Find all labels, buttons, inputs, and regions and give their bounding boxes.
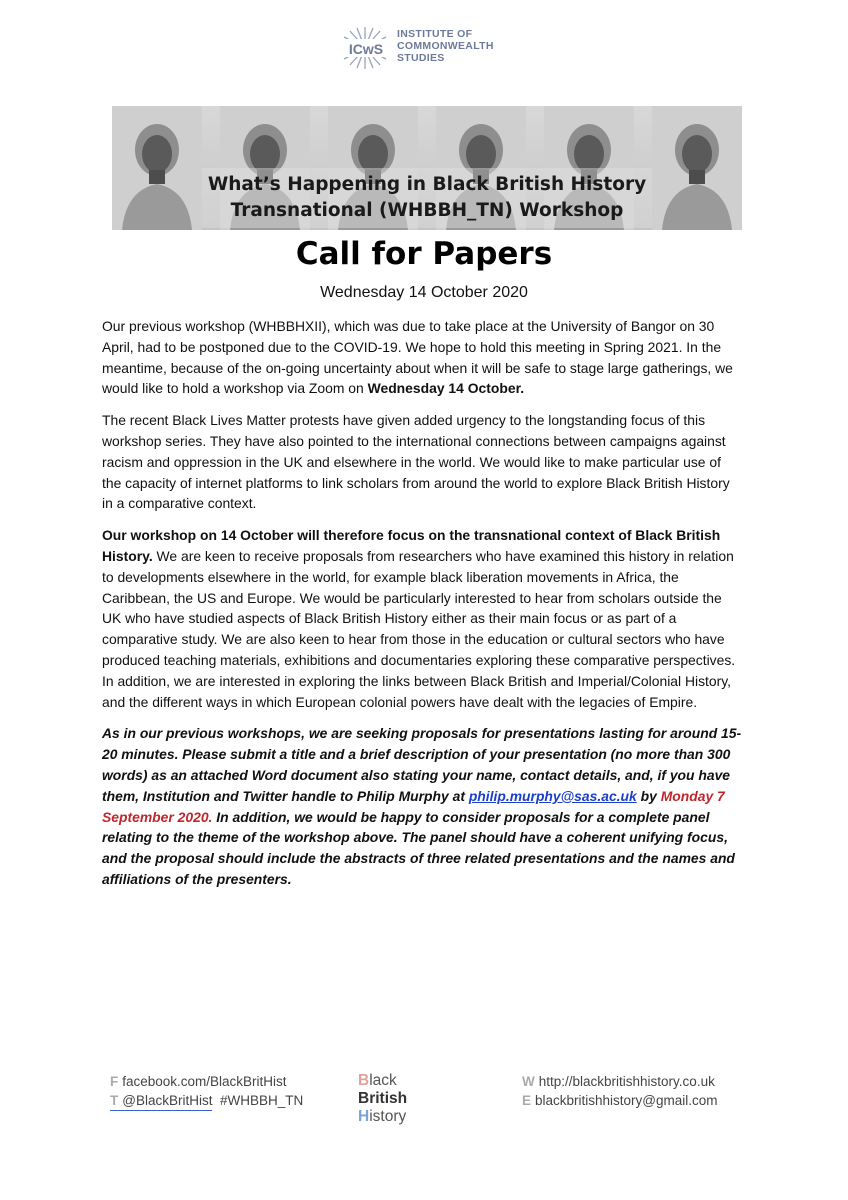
document-body: [102, 316, 742, 901]
logo-line-2: COMMONWEALTH: [397, 40, 494, 52]
logo-line-1: INSTITUTE OF: [397, 28, 473, 40]
paragraph-3: Our workshop on 14 October will therefore focus on the transnational context of Black British History. We are keen to receive proposals from researchers who have examined this history in relation to developments elsewhere in the world, for example black liberation movements in Africa, the Caribbean, the US and Europe. We would be particularly interested to hear from scholars outside the UK who have studied aspects of Black British History either as their main focus or as part of a comparative study. We are also keen to hear from those in the education or cultural sectors who have produced teaching materials, exhibitions and documentaries exploring these comparative perspectives. In addition, we are interested in exploring the links between Black British and Imperial/Colonial History, and the different ways in which European colonial powers have dealt with the legacies of Empire.: [102, 527, 736, 710]
twitter-handle[interactable]: @BlackBritHist: [122, 1093, 213, 1108]
paragraph-1: Our previous workshop (WHBBHXII), which was due to take place at the University of Bangor on 30 April, had to be postponed due to the COVID-19. We hope to hold this meeting in Spring 2021. In the meantime, because of the on-going uncertainty about when it will be safe to stage large gatherings, we would like to hold a workshop via Zoom on Wednesday 14 October.: [102, 318, 733, 397]
workshop-date-bold: Wednesday 14 October.: [367, 380, 525, 397]
paragraph-2: The recent Black Lives Matter protests have given added urgency to the longstanding focus of this workshop series. They have also pointed to the international connections between campaigns against racism and oppression in the UK and elsewhere in the world. We would like to make particular use of the capacity of internet platforms to link scholars from around the world to explore Black British History in a comparative context.: [102, 412, 730, 512]
contact-email-link[interactable]: blackbritishhistory@gmail.com: [535, 1093, 718, 1108]
website-line: [522, 1072, 718, 1091]
workshop-banner: [112, 106, 742, 230]
facebook-link[interactable]: facebook.com/BlackBritHist: [122, 1074, 287, 1089]
focus-statement: Our workshop on 14 October will therefore focus on the transnational context of Black British History.: [102, 527, 721, 564]
logo-abbr: ICwS: [348, 41, 384, 57]
footer-social: [110, 1072, 303, 1111]
black-british-history-logo: Black British History: [358, 1072, 408, 1125]
twitter-line: [110, 1091, 303, 1111]
hashtag: #WHBBH_TN: [219, 1093, 304, 1108]
paragraph-4: As in our previous workshops, we are seeking proposals for presentations lasting for around 15-20 minutes. Please submit a title and a brief description of your presentation (no more than 300 words) as an attached Word document also stating your name, contact details, and, if you have them, Institution and Twitter handle to Philip Murphy at philip.murphy@sas.ac.uk by Monday 7 September 2020. In addition, we would be happy to consider proposals for a complete panel relating to the theme of the workshop above. The panel should have a coherent unifying focus, and the proposal should include the abstracts of three related presentations and the names and affiliations of the presenters.: [102, 725, 742, 887]
email-icon: E: [522, 1093, 532, 1108]
event-date: Wednesday 14 October 2020: [320, 284, 528, 301]
website-link[interactable]: http://blackbritishhistory.co.uk: [538, 1074, 715, 1089]
icws-sunburst-icon: [337, 26, 393, 70]
icws-logo: [337, 24, 517, 72]
web-icon: W: [522, 1074, 535, 1089]
logo-line-3: STUDIES: [397, 52, 445, 64]
submission-deadline: Monday 7 September 2020.: [102, 787, 725, 825]
banner-title-line-1: What’s Happening in Black British History: [207, 174, 647, 195]
banner-title: [112, 172, 742, 224]
twitter-icon: T: [110, 1093, 119, 1108]
facebook-icon: F: [110, 1074, 119, 1089]
email-line: [522, 1091, 718, 1110]
page-title: Call for Papers: [295, 236, 553, 272]
facebook-line: [110, 1072, 303, 1091]
submission-email-link[interactable]: philip.murphy@sas.ac.uk: [468, 787, 637, 804]
footer-contact: [522, 1072, 718, 1110]
banner-title-line-2: Transnational (WHBBH_TN) Workshop: [230, 200, 624, 221]
